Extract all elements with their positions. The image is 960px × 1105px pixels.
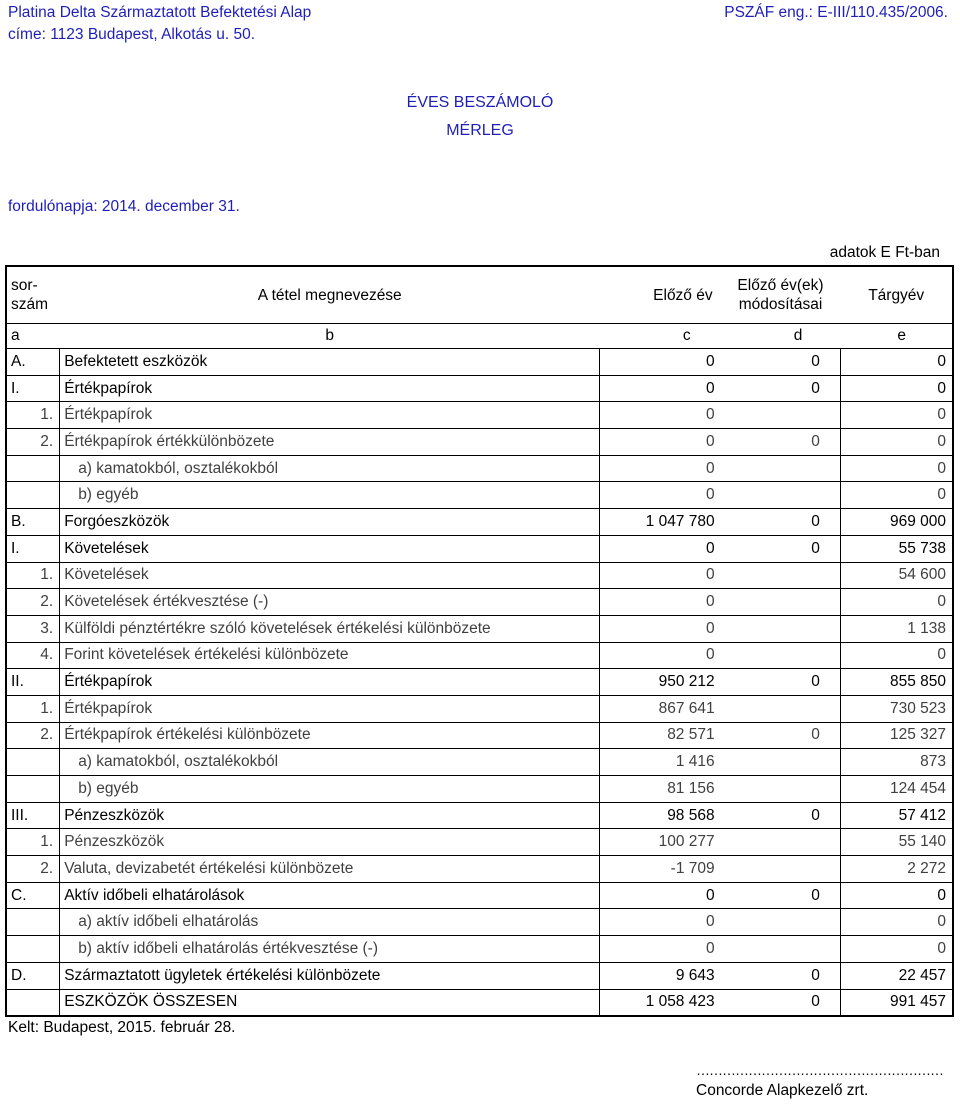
item-name: ESZKÖZÖK ÖSSZESEN xyxy=(60,989,600,1016)
table-row xyxy=(6,509,953,536)
modification-value xyxy=(721,829,841,856)
modification-value: 0 xyxy=(721,429,841,456)
row-number: I. xyxy=(6,535,60,562)
modification-value: 0 xyxy=(721,962,841,989)
balance-sheet-table xyxy=(5,265,954,1017)
row-number: 4. xyxy=(6,642,60,669)
current-year-value: 0 xyxy=(840,429,953,456)
registration-number: PSZÁF eng.: E-III/110.435/2006. xyxy=(724,4,948,21)
modification-value xyxy=(721,776,841,803)
previous-year-value: 0 xyxy=(600,375,721,402)
item-name: Értékpapírok értékkülönbözete xyxy=(60,429,600,456)
header-row-number: sor- szám xyxy=(6,266,60,324)
current-year-value: 0 xyxy=(840,402,953,429)
current-year-value: 55 738 xyxy=(840,535,953,562)
letter-d: d xyxy=(721,324,841,349)
header-previous-modifications: Előző év(ek) módosításai xyxy=(721,266,841,324)
table-row xyxy=(6,722,953,749)
table-row xyxy=(6,349,953,376)
current-year-value: 1 138 xyxy=(840,615,953,642)
letter-a: a xyxy=(6,324,60,349)
modification-value: 0 xyxy=(721,375,841,402)
current-year-value: 855 850 xyxy=(840,669,953,696)
signatory-name: Concorde Alapkezelő zrt. xyxy=(696,1082,869,1099)
reporting-date: fordulónapja: 2014. december 31. xyxy=(8,198,240,215)
previous-year-value: 0 xyxy=(600,562,721,589)
modification-value: 0 xyxy=(721,722,841,749)
modification-value xyxy=(721,455,841,482)
previous-year-value: 1 047 780 xyxy=(600,509,721,536)
row-number xyxy=(6,482,60,509)
table-row xyxy=(6,455,953,482)
previous-year-value: 0 xyxy=(600,589,721,616)
column-letter-row xyxy=(6,324,953,349)
previous-year-value: 0 xyxy=(600,936,721,963)
units-note: adatok E Ft-ban xyxy=(829,244,940,261)
item-name: a) kamatokból, osztalékokból xyxy=(60,749,600,776)
header-item-name: A tétel megnevezése xyxy=(60,266,600,324)
fund-name: Platina Delta Származtatott Befektetési Alap xyxy=(8,4,312,21)
letter-c: c xyxy=(600,324,721,349)
current-year-value: 125 327 xyxy=(840,722,953,749)
modification-value xyxy=(721,749,841,776)
modification-value: 0 xyxy=(721,535,841,562)
header-previous-year: Előző év xyxy=(600,266,721,324)
modification-value xyxy=(721,856,841,883)
table-row xyxy=(6,989,953,1016)
table-row xyxy=(6,402,953,429)
table-row xyxy=(6,615,953,642)
table-row xyxy=(6,882,953,909)
modification-value xyxy=(721,909,841,936)
current-year-value: 0 xyxy=(840,375,953,402)
current-year-value: 873 xyxy=(840,749,953,776)
table-row xyxy=(6,695,953,722)
row-number: 2. xyxy=(6,429,60,456)
table-row xyxy=(6,856,953,883)
row-number: I. xyxy=(6,375,60,402)
item-name: Forint követelések értékelési különbözete xyxy=(60,642,600,669)
row-number: A. xyxy=(6,349,60,376)
current-year-value: 0 xyxy=(840,882,953,909)
table-row xyxy=(6,535,953,562)
table-row xyxy=(6,562,953,589)
letter-b: b xyxy=(60,324,600,349)
item-name: a) kamatokból, osztalékokból xyxy=(60,455,600,482)
current-year-value: 0 xyxy=(840,909,953,936)
row-number xyxy=(6,909,60,936)
previous-year-value: 100 277 xyxy=(600,829,721,856)
previous-year-value: 9 643 xyxy=(600,962,721,989)
current-year-value: 55 140 xyxy=(840,829,953,856)
table-row xyxy=(6,776,953,803)
table-row xyxy=(6,749,953,776)
row-number xyxy=(6,455,60,482)
table-row xyxy=(6,429,953,456)
modification-value xyxy=(721,615,841,642)
row-number: 1. xyxy=(6,402,60,429)
item-name: Külföldi pénztértékre szóló követelések értékelési különbözete xyxy=(60,615,600,642)
previous-year-value: 1 416 xyxy=(600,749,721,776)
previous-year-value: 0 xyxy=(600,882,721,909)
current-year-value: 2 272 xyxy=(840,856,953,883)
current-year-value: 0 xyxy=(840,642,953,669)
item-name: b) egyéb xyxy=(60,776,600,803)
row-number xyxy=(6,989,60,1016)
previous-year-value: 81 156 xyxy=(600,776,721,803)
modification-value: 0 xyxy=(721,669,841,696)
item-name: Követelések xyxy=(60,562,600,589)
table-header-row xyxy=(6,266,953,324)
table-row xyxy=(6,936,953,963)
previous-year-value: 0 xyxy=(600,482,721,509)
current-year-value: 0 xyxy=(840,936,953,963)
signing-place-date: Kelt: Budapest, 2015. február 28. xyxy=(8,1019,236,1036)
row-number: 2. xyxy=(6,856,60,883)
previous-year-value: 0 xyxy=(600,429,721,456)
letter-e: e xyxy=(840,324,953,349)
previous-year-value: 82 571 xyxy=(600,722,721,749)
table-row xyxy=(6,909,953,936)
item-name: Származtatott ügyletek értékelési különbözete xyxy=(60,962,600,989)
item-name: Befektetett eszközök xyxy=(60,349,600,376)
item-name: Értékpapírok xyxy=(60,695,600,722)
previous-year-value: 950 212 xyxy=(600,669,721,696)
row-number: C. xyxy=(6,882,60,909)
table-row xyxy=(6,482,953,509)
row-number: 2. xyxy=(6,722,60,749)
current-year-value: 969 000 xyxy=(840,509,953,536)
signature-line: ………………………………………………… xyxy=(696,1062,943,1078)
modification-value: 0 xyxy=(721,509,841,536)
item-name: Követelések xyxy=(60,535,600,562)
item-name: Értékpapírok xyxy=(60,375,600,402)
row-number xyxy=(6,749,60,776)
previous-year-value: 0 xyxy=(600,642,721,669)
modification-value xyxy=(721,936,841,963)
modification-value: 0 xyxy=(811,993,820,1011)
item-name: Valuta, devizabetét értékelési különbözete xyxy=(60,856,600,883)
item-name: Értékpapírok xyxy=(60,402,600,429)
previous-year-value: 0 xyxy=(600,402,721,429)
row-number: 1. xyxy=(6,695,60,722)
table-row xyxy=(6,802,953,829)
table-row xyxy=(6,375,953,402)
previous-year-value: 867 641 xyxy=(600,695,721,722)
modification-value xyxy=(721,482,841,509)
previous-year-value: 0 xyxy=(600,535,721,562)
row-number: 3. xyxy=(6,615,60,642)
row-number: 2. xyxy=(6,589,60,616)
fund-header xyxy=(8,2,311,46)
row-number: III. xyxy=(6,802,60,829)
modification-value: 0 xyxy=(721,882,841,909)
item-name: Pénzeszközök xyxy=(60,802,600,829)
table-row xyxy=(6,962,953,989)
item-name: Követelések értékvesztése (-) xyxy=(60,589,600,616)
item-name: Értékpapírok xyxy=(60,669,600,696)
report-subtitle: MÉRLEG xyxy=(446,122,514,139)
fund-address: címe: 1123 Budapest, Alkotás u. 50. xyxy=(8,26,256,43)
current-year-value: 0 xyxy=(840,349,953,376)
item-name: Pénzeszközök xyxy=(60,829,600,856)
item-name: b) egyéb xyxy=(60,482,600,509)
current-year-value: 730 523 xyxy=(840,695,953,722)
modification-value xyxy=(721,562,841,589)
previous-year-value: 0 xyxy=(600,455,721,482)
current-year-value: 0 xyxy=(840,589,953,616)
row-number: II. xyxy=(6,669,60,696)
modification-value: 0 xyxy=(721,349,841,376)
table-row xyxy=(6,589,953,616)
item-name: Értékpapírok értékelési különbözete xyxy=(60,722,600,749)
previous-year-value: -1 709 xyxy=(600,856,721,883)
item-name: a) aktív időbeli elhatárolás xyxy=(60,909,600,936)
row-number: D. xyxy=(6,962,60,989)
table-row xyxy=(6,669,953,696)
table-row xyxy=(6,829,953,856)
current-year-value: 57 412 xyxy=(840,802,953,829)
modification-value xyxy=(721,695,841,722)
modification-value xyxy=(721,589,841,616)
current-year-value: 0 xyxy=(840,482,953,509)
current-year-value: 54 600 xyxy=(840,562,953,589)
current-year-value: 0 xyxy=(840,455,953,482)
report-title: ÉVES BESZÁMOLÓ xyxy=(406,94,554,111)
current-year-value: 124 454 xyxy=(840,776,953,803)
previous-year-value: 0 xyxy=(600,615,721,642)
item-name: b) aktív időbeli elhatárolás értékvesztése (-) xyxy=(60,936,600,963)
row-number: 1. xyxy=(6,562,60,589)
row-number xyxy=(6,776,60,803)
row-number xyxy=(6,936,60,963)
previous-year-value: 0 xyxy=(600,909,721,936)
modification-value xyxy=(721,642,841,669)
modification-value xyxy=(721,402,841,429)
previous-year-value: 1 058 423 xyxy=(600,989,721,1016)
current-year-value: 991 457 xyxy=(840,989,953,1016)
previous-year-value: 98 568 xyxy=(600,802,721,829)
row-number: B. xyxy=(6,509,60,536)
modification-value: 0 xyxy=(721,802,841,829)
row-number: 1. xyxy=(6,829,60,856)
current-year-value: 22 457 xyxy=(840,962,953,989)
item-name: Forgóeszközök xyxy=(60,509,600,536)
table-row xyxy=(6,642,953,669)
header-current-year: Tárgyév xyxy=(840,266,953,324)
previous-year-value: 0 xyxy=(600,349,721,376)
item-name: Aktív időbeli elhatárolások xyxy=(60,882,600,909)
